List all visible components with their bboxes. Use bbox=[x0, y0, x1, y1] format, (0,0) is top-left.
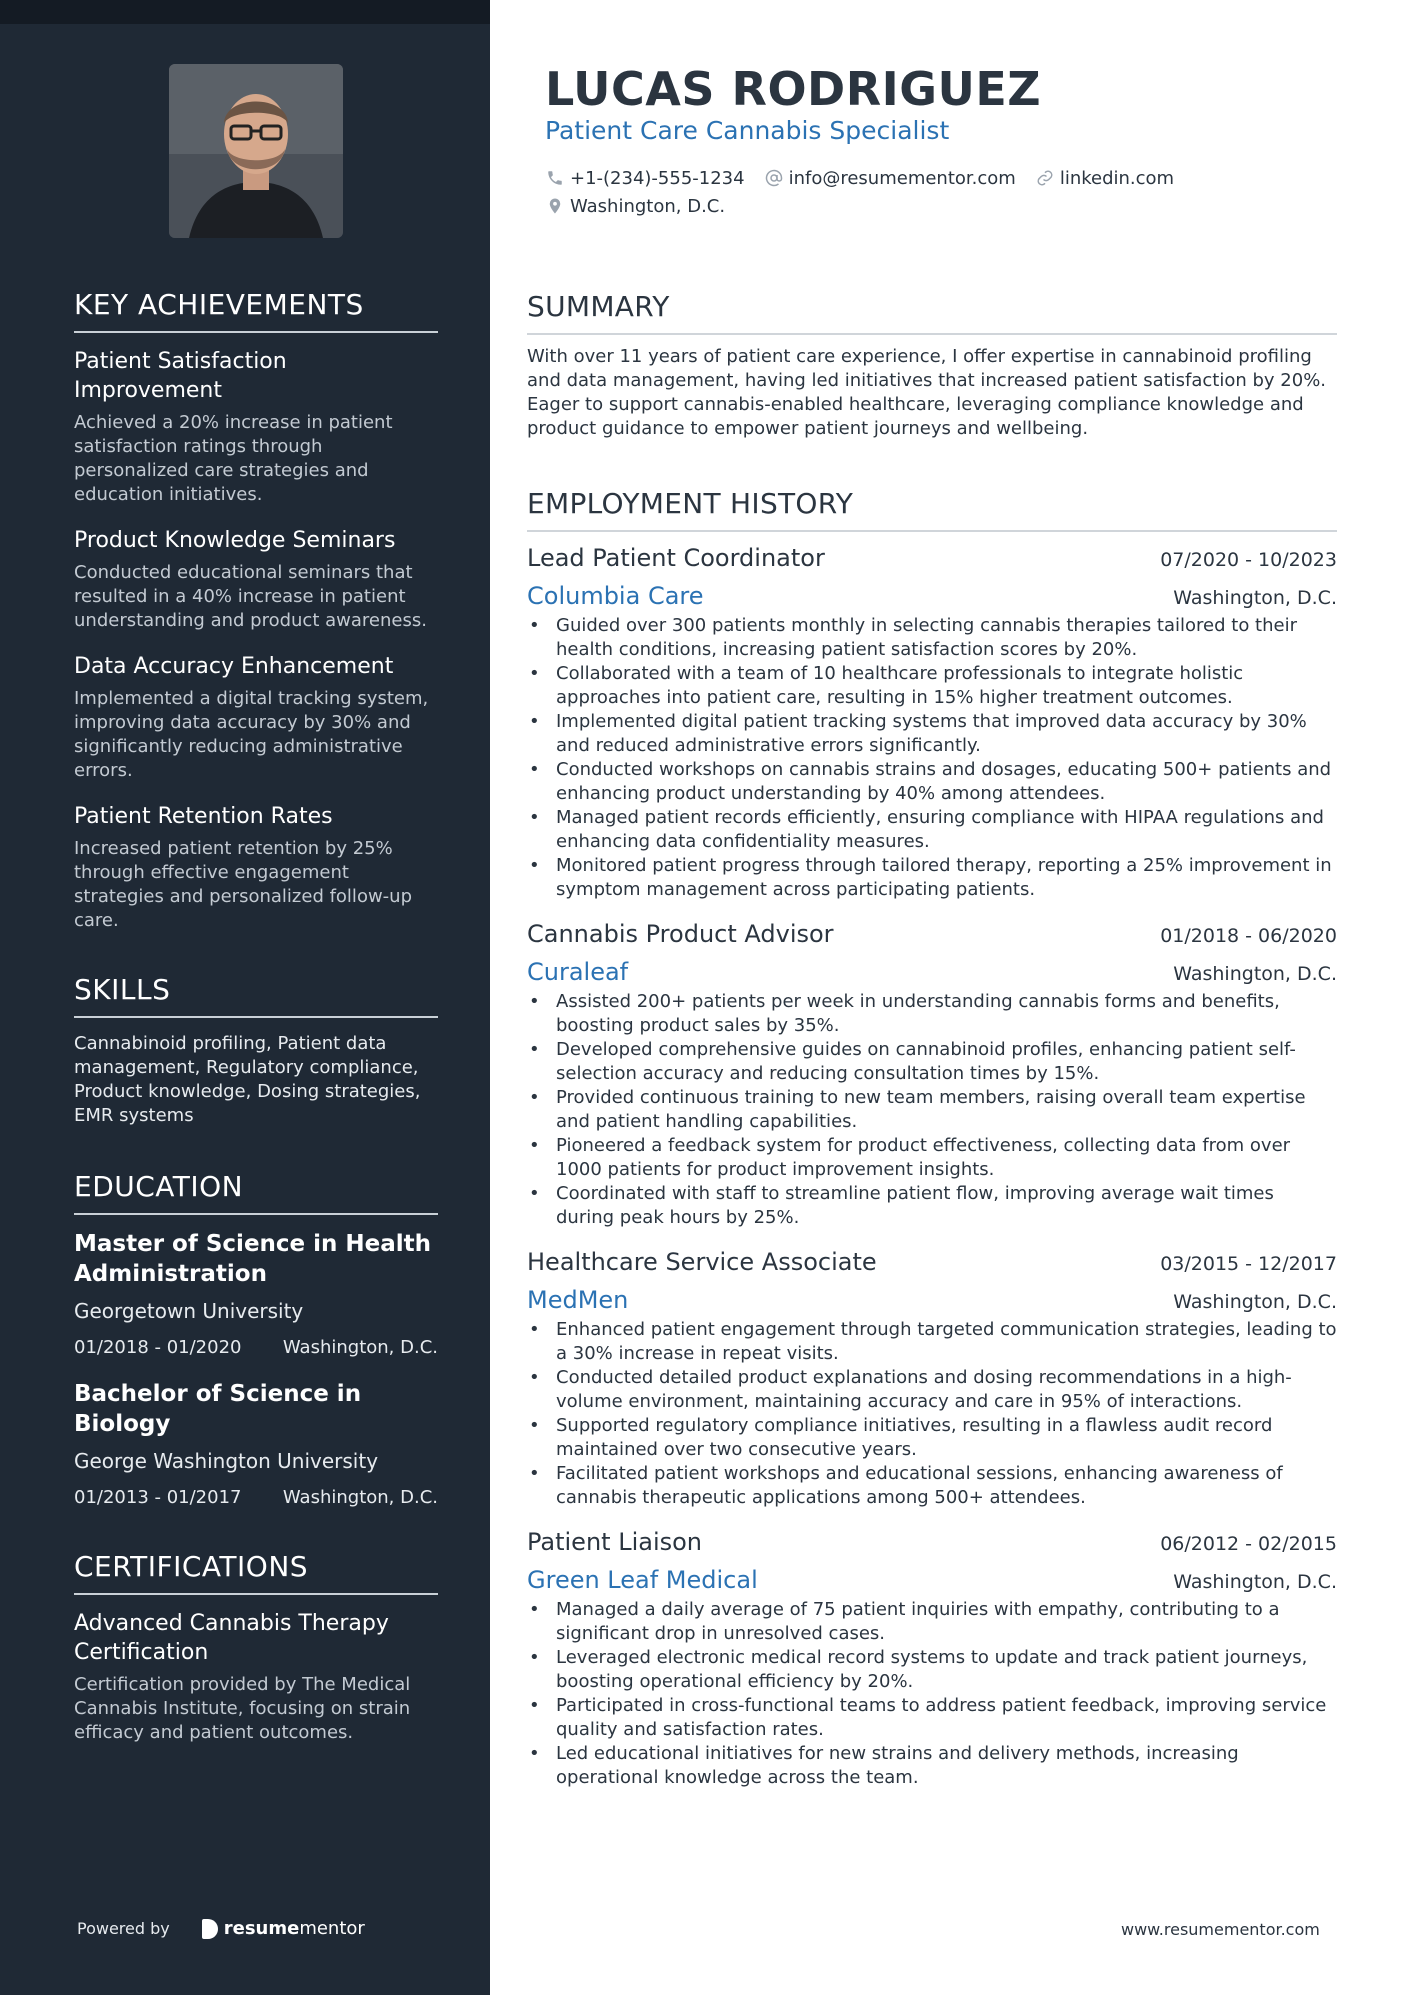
list-item: • Managed patient records efficiently, ensuring compliance with HIPAA regulations and enhancing data confidentiality measures. bbox=[527, 806, 1337, 854]
job-bullets bbox=[527, 990, 1337, 1230]
location-pin-icon bbox=[546, 197, 564, 215]
list-item: • Conducted detailed product explanations and dosing recommendations in a high-volume environment, maintaining accuracy and care in 95% of interactions. bbox=[527, 1366, 1337, 1414]
summary-section bbox=[527, 290, 1337, 441]
certifications-heading: CERTIFICATIONS bbox=[74, 1550, 438, 1595]
brand-name-bold: resume bbox=[223, 1918, 300, 1939]
list-item: • Led educational initiatives for new strains and delivery methods, increasing operational knowledge across the team. bbox=[527, 1742, 1337, 1790]
phone-text: +1-(234)-555-1234 bbox=[570, 167, 745, 189]
certification-title: Advanced Cannabis Therapy Certification bbox=[74, 1611, 389, 1665]
job-company: Columbia Care bbox=[527, 582, 704, 610]
job-dates: 07/2020 - 10/2023 bbox=[1160, 549, 1337, 571]
list-item: • Assisted 200+ patients per week in understanding cannabis forms and benefits, boosting product sales by 35%. bbox=[527, 990, 1337, 1038]
education-school: Georgetown University bbox=[74, 1299, 304, 1323]
list-item: • Guided over 300 patients monthly in selecting cannabis therapies tailored to their health conditions, increasing patient satisfaction scores by 20%. bbox=[527, 614, 1337, 662]
certification-item bbox=[74, 1609, 438, 1745]
certification-desc: Certification provided by The Medical Cannabis Institute, focusing on strain efficacy and patient outcomes. bbox=[74, 1674, 411, 1743]
list-item: • Conducted workshops on cannabis strains and dosages, educating 500+ patients and enhancing product understanding by 40% among attendees. bbox=[527, 758, 1337, 806]
skills-heading: SKILLS bbox=[74, 973, 438, 1018]
job-title: Patient Liaison bbox=[527, 1528, 703, 1556]
contact-linkedin[interactable] bbox=[1036, 168, 1174, 189]
job-title: Lead Patient Coordinator bbox=[527, 544, 825, 572]
list-item: • Managed a daily average of 75 patient inquiries with empathy, contributing to a significant drop in unresolved cases. bbox=[527, 1598, 1337, 1646]
education-location: Washington, D.C. bbox=[282, 1487, 438, 1508]
sidebar-top-bar bbox=[0, 0, 490, 24]
link-icon bbox=[1036, 169, 1054, 187]
list-item: • Participated in cross-functional teams to address patient feedback, improving service quality and satisfaction rates. bbox=[527, 1694, 1337, 1742]
at-sign-icon bbox=[765, 169, 783, 187]
contact-phone[interactable] bbox=[546, 168, 745, 189]
list-item: • Supported regulatory compliance initiatives, resulting in a flawless audit record maintained over two consecutive years. bbox=[527, 1414, 1337, 1462]
powered-by-label: Powered by bbox=[77, 1919, 170, 1938]
list-item: • Monitored patient progress through tailored therapy, reporting a 25% improvement in symptom management across participating patients. bbox=[527, 854, 1337, 902]
linkedin-text: linkedin.com bbox=[1059, 167, 1175, 189]
education-item bbox=[74, 1379, 438, 1508]
achievements-heading: KEY ACHIEVEMENTS bbox=[74, 288, 438, 333]
list-item: • Coordinated with staff to streamline patient flow, improving average wait times during peak hours by 25%. bbox=[527, 1182, 1337, 1230]
location-text: Washington, D.C. bbox=[570, 195, 726, 217]
education-location: Washington, D.C. bbox=[282, 1337, 438, 1358]
achievement-desc: Increased patient retention by 25% through effective engagement strategies and personalized follow-up care. bbox=[74, 838, 413, 931]
job-bullets bbox=[527, 1318, 1337, 1510]
job-dates: 01/2018 - 06/2020 bbox=[1160, 925, 1337, 947]
sidebar-content bbox=[74, 288, 438, 1764]
achievement-item bbox=[74, 347, 438, 507]
list-item: • Leveraged electronic medical record systems to update and track patient journeys, boosting operational efficiency by 20%. bbox=[527, 1646, 1337, 1694]
list-item: • Enhanced patient engagement through targeted communication strategies, leading to a 30% increase in repeat visits. bbox=[527, 1318, 1337, 1366]
list-item: • Pioneered a feedback system for product effectiveness, collecting data from over 1000 patients for product improvement insights. bbox=[527, 1134, 1337, 1182]
job-bullets bbox=[527, 1598, 1337, 1790]
achievement-item bbox=[74, 802, 438, 933]
job-bullets bbox=[527, 614, 1337, 902]
job-location: Washington, D.C. bbox=[1173, 1291, 1337, 1313]
summary-heading: SUMMARY bbox=[527, 290, 1337, 335]
skills-list: Cannabinoid profiling, Patient data management, Regulatory compliance, Product knowledge, Dosing strategies, EMR systems bbox=[74, 1033, 421, 1126]
list-item: • Provided continuous training to new team members, raising overall team expertise and patient handling capabilities. bbox=[527, 1086, 1337, 1134]
sidebar bbox=[0, 0, 490, 1995]
list-item: • Developed comprehensive guides on cannabinoid profiles, enhancing patient self-selection accuracy and reducing consultation times by 15%. bbox=[527, 1038, 1337, 1086]
candidate-role: Patient Care Cannabis Specialist bbox=[545, 116, 950, 145]
achievement-desc: Achieved a 20% increase in patient satisfaction ratings through personalized care strategies and education initiatives. bbox=[74, 412, 393, 505]
employment-section bbox=[527, 487, 1337, 1790]
job-location: Washington, D.C. bbox=[1173, 587, 1337, 609]
job-entry bbox=[527, 544, 1337, 902]
education-dates: 01/2013 - 01/2017 bbox=[74, 1487, 242, 1508]
achievement-title: Patient Satisfaction Improvement bbox=[74, 349, 287, 403]
job-dates: 06/2012 - 02/2015 bbox=[1160, 1533, 1337, 1555]
education-school: George Washington University bbox=[74, 1449, 379, 1473]
brand-logo[interactable] bbox=[202, 1918, 365, 1939]
education-heading: EDUCATION bbox=[74, 1170, 438, 1215]
job-company: Curaleaf bbox=[527, 958, 629, 986]
email-text: info@resumementor.com bbox=[788, 167, 1016, 189]
job-company: Green Leaf Medical bbox=[527, 1566, 758, 1594]
list-item: • Implemented digital patient tracking systems that improved data accuracy by 30% and reduced administrative errors significantly. bbox=[527, 710, 1337, 758]
education-item bbox=[74, 1229, 438, 1358]
achievement-item bbox=[74, 652, 438, 783]
job-entry bbox=[527, 1528, 1337, 1790]
job-dates: 03/2015 - 12/2017 bbox=[1160, 1253, 1337, 1275]
contact-location bbox=[546, 196, 725, 217]
education-dates: 01/2018 - 01/2020 bbox=[74, 1337, 242, 1358]
job-entry bbox=[527, 920, 1337, 1230]
job-company: MedMen bbox=[527, 1286, 629, 1314]
job-location: Washington, D.C. bbox=[1173, 1571, 1337, 1593]
job-location: Washington, D.C. bbox=[1173, 963, 1337, 985]
achievement-desc: Conducted educational seminars that resulted in a 40% increase in patient understanding and product awareness. bbox=[74, 562, 427, 631]
candidate-name: LUCAS RODRIGUEZ bbox=[545, 62, 1042, 116]
job-title: Cannabis Product Advisor bbox=[527, 920, 834, 948]
profile-photo bbox=[169, 64, 343, 238]
phone-icon bbox=[546, 169, 564, 187]
brand-name-light: mentor bbox=[299, 1918, 365, 1939]
employment-heading: EMPLOYMENT HISTORY bbox=[527, 487, 1337, 532]
achievement-item bbox=[74, 526, 438, 633]
achievement-title: Product Knowledge Seminars bbox=[74, 528, 396, 553]
education-degree: Bachelor of Science in Biology bbox=[74, 1381, 362, 1437]
achievement-desc: Implemented a digital tracking system, improving data accuracy by 30% and significantly reducing administrative errors. bbox=[74, 688, 429, 781]
list-item: • Facilitated patient workshops and educational sessions, enhancing awareness of cannabis therapeutic applications among 500+ attendees. bbox=[527, 1462, 1337, 1510]
website-link[interactable]: www.resumementor.com bbox=[1121, 1920, 1320, 1939]
achievement-title: Patient Retention Rates bbox=[74, 804, 333, 829]
summary-text: With over 11 years of patient care experience, I offer expertise in cannabinoid profiling and data management, having led initiatives that increased patient satisfaction by 20%. Eager to support cannabis-enabled healthcare, leveraging compliance knowledge and product guidance to empower patient journeys and wellbeing. bbox=[527, 346, 1327, 439]
list-item: • Collaborated with a team of 10 healthcare professionals to integrate holistic approaches into patient care, resulting in 15% higher treatment outcomes. bbox=[527, 662, 1337, 710]
brand-mark-icon bbox=[202, 1919, 218, 1939]
job-title: Healthcare Service Associate bbox=[527, 1248, 877, 1276]
job-entry bbox=[527, 1248, 1337, 1510]
contact-email[interactable] bbox=[765, 168, 1016, 189]
education-degree: Master of Science in Health Administration bbox=[74, 1231, 432, 1287]
contact-info bbox=[546, 164, 1266, 220]
powered-by bbox=[77, 1918, 365, 1939]
achievement-title: Data Accuracy Enhancement bbox=[74, 654, 394, 679]
